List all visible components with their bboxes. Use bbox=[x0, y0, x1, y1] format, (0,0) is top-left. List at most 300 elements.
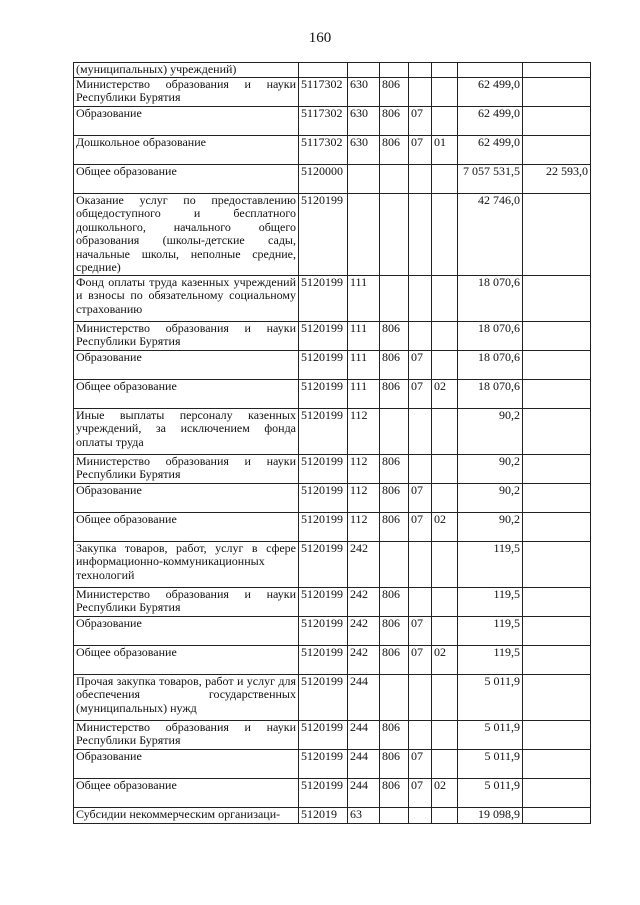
row-name bbox=[74, 77, 299, 106]
row-expense-type-text: 112 bbox=[350, 454, 368, 468]
row-target-code-text: 5117302 bbox=[301, 135, 343, 149]
row-ministry-code bbox=[380, 483, 409, 512]
row-name-text: Общее образование bbox=[76, 512, 177, 526]
row-ministry-code-text: 806 bbox=[382, 749, 400, 763]
row-name bbox=[74, 63, 299, 78]
row-name-text: Министерство образования и науки Республики Бурятия bbox=[76, 720, 296, 747]
row-target-code bbox=[299, 350, 348, 379]
row-section bbox=[409, 77, 432, 106]
row-amount-text: 90,2 bbox=[499, 454, 520, 468]
row-target-code-text: 5120199 bbox=[301, 275, 343, 289]
row-expense-type bbox=[348, 512, 380, 541]
row-name-text: Иные выплаты персоналу казенных учреждений, за исключением фонда оплаты труда bbox=[76, 408, 296, 449]
row-name-text: Министерство образования и науки Республики Бурятия bbox=[76, 77, 296, 104]
row-amount bbox=[458, 778, 523, 807]
row-name bbox=[74, 135, 299, 164]
row-amount-text: 18 070,6 bbox=[478, 379, 520, 393]
table-row bbox=[74, 674, 591, 720]
row-amount bbox=[458, 350, 523, 379]
row-amount bbox=[458, 645, 523, 674]
row-target-code bbox=[299, 321, 348, 350]
row-amount-extra bbox=[523, 135, 591, 164]
row-expense-type bbox=[348, 541, 380, 587]
row-target-code bbox=[299, 408, 348, 454]
row-expense-type bbox=[348, 63, 380, 78]
row-target-code-text: 5120199 bbox=[301, 778, 343, 792]
row-target-code bbox=[299, 512, 348, 541]
row-amount-text: 19 098,9 bbox=[478, 807, 520, 821]
row-target-code bbox=[299, 275, 348, 321]
row-target-code-text: 5120199 bbox=[301, 454, 343, 468]
row-name bbox=[74, 541, 299, 587]
row-ministry-code bbox=[380, 408, 409, 454]
row-ministry-code bbox=[380, 541, 409, 587]
row-ministry-code bbox=[380, 164, 409, 193]
row-subsection-text: 01 bbox=[434, 135, 446, 149]
row-section bbox=[409, 321, 432, 350]
row-expense-type bbox=[348, 483, 380, 512]
row-amount bbox=[458, 720, 523, 749]
row-name-text: Прочая закупка товаров, работ и услуг для обеспечения государственных (муниципальных) нужд bbox=[76, 674, 296, 715]
row-amount-text: 119,5 bbox=[493, 587, 520, 601]
row-amount-text: 62 499,0 bbox=[478, 135, 520, 149]
row-name bbox=[74, 408, 299, 454]
row-expense-type-text: 244 bbox=[350, 778, 368, 792]
row-amount-extra bbox=[523, 106, 591, 135]
row-section-text: 07 bbox=[411, 135, 423, 149]
table-row bbox=[74, 275, 591, 321]
table-row bbox=[74, 720, 591, 749]
row-section-text: 07 bbox=[411, 778, 423, 792]
row-amount bbox=[458, 807, 523, 823]
row-expense-type bbox=[348, 350, 380, 379]
row-subsection bbox=[432, 164, 458, 193]
row-amount-extra bbox=[523, 541, 591, 587]
row-subsection-text: 02 bbox=[434, 645, 446, 659]
row-amount-text: 5 011,9 bbox=[484, 749, 520, 763]
row-ministry-code-text: 806 bbox=[382, 645, 400, 659]
row-amount-extra bbox=[523, 350, 591, 379]
row-expense-type-text: 244 bbox=[350, 720, 368, 734]
row-subsection bbox=[432, 106, 458, 135]
row-ministry-code bbox=[380, 720, 409, 749]
row-target-code bbox=[299, 106, 348, 135]
row-target-code bbox=[299, 483, 348, 512]
row-target-code bbox=[299, 674, 348, 720]
row-expense-type-text: 630 bbox=[350, 106, 368, 120]
row-name bbox=[74, 674, 299, 720]
row-subsection bbox=[432, 512, 458, 541]
row-target-code-text: 5120199 bbox=[301, 408, 343, 422]
row-section bbox=[409, 164, 432, 193]
row-expense-type bbox=[348, 275, 380, 321]
row-expense-type-text: 630 bbox=[350, 77, 368, 91]
table-row bbox=[74, 645, 591, 674]
row-expense-type bbox=[348, 749, 380, 778]
row-ministry-code-text: 806 bbox=[382, 106, 400, 120]
row-target-code-text: 5120199 bbox=[301, 587, 343, 601]
row-target-code bbox=[299, 164, 348, 193]
row-name-text: Субсидии некоммерческим организаци- bbox=[76, 807, 281, 821]
row-name bbox=[74, 483, 299, 512]
row-subsection bbox=[432, 483, 458, 512]
row-target-code bbox=[299, 778, 348, 807]
row-name bbox=[74, 454, 299, 483]
row-section-text: 07 bbox=[411, 483, 423, 497]
row-target-code bbox=[299, 379, 348, 408]
row-amount-extra bbox=[523, 778, 591, 807]
row-expense-type bbox=[348, 164, 380, 193]
row-ministry-code bbox=[380, 193, 409, 275]
row-amount-text: 119,5 bbox=[493, 645, 520, 659]
row-amount-extra bbox=[523, 63, 591, 78]
row-expense-type-text: 244 bbox=[350, 749, 368, 763]
row-section bbox=[409, 749, 432, 778]
table-row bbox=[74, 616, 591, 645]
row-amount bbox=[458, 483, 523, 512]
row-subsection bbox=[432, 616, 458, 645]
row-name bbox=[74, 587, 299, 616]
row-name-text: Оказание услуг по предоставлению общедоступного и бесплатного дошкольного, начального общего образования (школы-детские сады, начальные школы, неполные средние, средние) bbox=[76, 193, 296, 274]
row-amount bbox=[458, 749, 523, 778]
row-expense-type bbox=[348, 645, 380, 674]
row-amount bbox=[458, 512, 523, 541]
row-name bbox=[74, 193, 299, 275]
table-row bbox=[74, 193, 591, 275]
row-target-code-text: 5120199 bbox=[301, 749, 343, 763]
row-name bbox=[74, 778, 299, 807]
row-expense-type-text: 112 bbox=[350, 512, 368, 526]
row-target-code bbox=[299, 616, 348, 645]
row-section-text: 07 bbox=[411, 512, 423, 526]
row-target-code bbox=[299, 749, 348, 778]
row-name-text: Образование bbox=[76, 483, 142, 497]
row-amount-extra bbox=[523, 77, 591, 106]
row-name bbox=[74, 350, 299, 379]
row-ministry-code bbox=[380, 645, 409, 674]
table-row bbox=[74, 587, 591, 616]
row-ministry-code-text: 806 bbox=[382, 587, 400, 601]
row-section bbox=[409, 720, 432, 749]
table-row bbox=[74, 454, 591, 483]
row-name-text: Образование bbox=[76, 616, 142, 630]
row-section bbox=[409, 541, 432, 587]
row-target-code-text: 5120199 bbox=[301, 321, 343, 335]
row-section bbox=[409, 454, 432, 483]
row-expense-type-text: 112 bbox=[350, 408, 368, 422]
row-ministry-code-text: 806 bbox=[382, 778, 400, 792]
row-amount-text: 7 057 531,5 bbox=[463, 164, 520, 178]
row-subsection bbox=[432, 720, 458, 749]
row-expense-type-text: 112 bbox=[350, 483, 368, 497]
row-amount-extra-text: 22 593,0 bbox=[546, 164, 588, 178]
row-section bbox=[409, 778, 432, 807]
row-expense-type-text: 111 bbox=[350, 321, 368, 335]
row-subsection bbox=[432, 135, 458, 164]
row-subsection bbox=[432, 77, 458, 106]
row-amount-text: 90,2 bbox=[499, 483, 520, 497]
row-subsection-text: 02 bbox=[434, 379, 446, 393]
table-row bbox=[74, 778, 591, 807]
row-subsection bbox=[432, 275, 458, 321]
row-target-code-text: 5120199 bbox=[301, 483, 343, 497]
row-amount bbox=[458, 587, 523, 616]
row-section-text: 07 bbox=[411, 379, 423, 393]
row-subsection-text: 02 bbox=[434, 778, 446, 792]
row-amount-text: 90,2 bbox=[499, 512, 520, 526]
row-name bbox=[74, 807, 299, 823]
row-section-text: 07 bbox=[411, 749, 423, 763]
row-amount-extra bbox=[523, 645, 591, 674]
row-ministry-code bbox=[380, 350, 409, 379]
row-amount bbox=[458, 321, 523, 350]
row-name-text: Общее образование bbox=[76, 645, 177, 659]
row-amount-extra bbox=[523, 193, 591, 275]
row-ministry-code-text: 806 bbox=[382, 512, 400, 526]
row-target-code bbox=[299, 541, 348, 587]
row-expense-type-text: 242 bbox=[350, 645, 368, 659]
table-row bbox=[74, 807, 591, 823]
row-section bbox=[409, 616, 432, 645]
row-name bbox=[74, 645, 299, 674]
row-target-code-text: 5120199 bbox=[301, 193, 343, 207]
row-target-code-text: 5120199 bbox=[301, 616, 343, 630]
row-ministry-code bbox=[380, 674, 409, 720]
row-subsection bbox=[432, 408, 458, 454]
row-amount bbox=[458, 541, 523, 587]
row-section bbox=[409, 408, 432, 454]
row-expense-type-text: 242 bbox=[350, 587, 368, 601]
row-target-code-text: 5117302 bbox=[301, 106, 343, 120]
row-amount-text: 119,5 bbox=[493, 616, 520, 630]
row-ministry-code-text: 806 bbox=[382, 135, 400, 149]
row-name bbox=[74, 164, 299, 193]
row-ministry-code bbox=[380, 106, 409, 135]
row-expense-type bbox=[348, 106, 380, 135]
row-expense-type-text: 111 bbox=[350, 275, 368, 289]
row-amount-text: 62 499,0 bbox=[478, 77, 520, 91]
row-name-text: Общее образование bbox=[76, 164, 177, 178]
row-ministry-code-text: 806 bbox=[382, 379, 400, 393]
table-row bbox=[74, 164, 591, 193]
row-amount bbox=[458, 408, 523, 454]
row-ministry-code bbox=[380, 63, 409, 78]
row-section bbox=[409, 350, 432, 379]
budget-table-body bbox=[74, 63, 591, 824]
row-expense-type-text: 244 bbox=[350, 674, 368, 688]
row-subsection bbox=[432, 645, 458, 674]
row-expense-type bbox=[348, 720, 380, 749]
row-section bbox=[409, 275, 432, 321]
table-row bbox=[74, 321, 591, 350]
row-amount-text: 62 499,0 bbox=[478, 106, 520, 120]
row-target-code bbox=[299, 193, 348, 275]
row-section bbox=[409, 193, 432, 275]
row-target-code bbox=[299, 645, 348, 674]
row-expense-type bbox=[348, 135, 380, 164]
row-name-text: Фонд оплаты труда казенных учреждений и взносы по обязательному социальному страхованию bbox=[76, 275, 296, 316]
row-name bbox=[74, 720, 299, 749]
row-target-code bbox=[299, 135, 348, 164]
row-target-code-text: 5120199 bbox=[301, 512, 343, 526]
row-subsection bbox=[432, 379, 458, 408]
row-expense-type-text: 242 bbox=[350, 616, 368, 630]
row-expense-type-text: 111 bbox=[350, 350, 368, 364]
row-ministry-code bbox=[380, 77, 409, 106]
row-amount-extra bbox=[523, 408, 591, 454]
row-name-text: Общее образование bbox=[76, 379, 177, 393]
row-section-text: 07 bbox=[411, 616, 423, 630]
row-amount-extra bbox=[523, 587, 591, 616]
row-name-text: Образование bbox=[76, 749, 142, 763]
row-ministry-code bbox=[380, 778, 409, 807]
row-subsection bbox=[432, 587, 458, 616]
row-amount-extra bbox=[523, 379, 591, 408]
row-section bbox=[409, 379, 432, 408]
row-expense-type bbox=[348, 77, 380, 106]
row-expense-type bbox=[348, 454, 380, 483]
row-name bbox=[74, 275, 299, 321]
row-ministry-code bbox=[380, 275, 409, 321]
row-name-text: Закупка товаров, работ, услуг в сфере информационно-коммуникационных технологий bbox=[76, 541, 296, 582]
row-amount bbox=[458, 106, 523, 135]
row-section bbox=[409, 645, 432, 674]
row-ministry-code bbox=[380, 454, 409, 483]
row-target-code bbox=[299, 77, 348, 106]
row-name bbox=[74, 616, 299, 645]
row-name bbox=[74, 379, 299, 408]
row-amount bbox=[458, 616, 523, 645]
row-subsection bbox=[432, 778, 458, 807]
row-subsection bbox=[432, 454, 458, 483]
row-expense-type-text: 63 bbox=[350, 807, 362, 821]
row-amount bbox=[458, 275, 523, 321]
row-expense-type bbox=[348, 587, 380, 616]
table-row bbox=[74, 350, 591, 379]
row-target-code-text: 512019 bbox=[301, 807, 337, 821]
row-amount-extra bbox=[523, 807, 591, 823]
row-section bbox=[409, 135, 432, 164]
row-ministry-code bbox=[380, 749, 409, 778]
row-section bbox=[409, 63, 432, 78]
row-amount-extra bbox=[523, 275, 591, 321]
table-row bbox=[74, 749, 591, 778]
row-ministry-code bbox=[380, 379, 409, 408]
row-ministry-code-text: 806 bbox=[382, 483, 400, 497]
row-subsection bbox=[432, 674, 458, 720]
row-subsection bbox=[432, 321, 458, 350]
row-ministry-code-text: 806 bbox=[382, 350, 400, 364]
row-amount-extra bbox=[523, 674, 591, 720]
row-name-text: Министерство образования и науки Республики Бурятия bbox=[76, 454, 296, 481]
row-amount bbox=[458, 135, 523, 164]
row-amount bbox=[458, 63, 523, 78]
table-row bbox=[74, 541, 591, 587]
row-subsection bbox=[432, 193, 458, 275]
page-number: 160 bbox=[308, 30, 332, 46]
row-name-text: Образование bbox=[76, 350, 142, 364]
row-section bbox=[409, 807, 432, 823]
budget-table bbox=[73, 62, 591, 824]
row-name bbox=[74, 512, 299, 541]
table-row bbox=[74, 106, 591, 135]
row-amount-text: 5 011,9 bbox=[484, 674, 520, 688]
row-name-text: (муниципальных) учреждений) bbox=[76, 62, 237, 76]
row-amount bbox=[458, 193, 523, 275]
table-row bbox=[74, 408, 591, 454]
row-name bbox=[74, 749, 299, 778]
row-amount-text: 42 746,0 bbox=[478, 193, 520, 207]
row-amount-extra bbox=[523, 321, 591, 350]
row-subsection bbox=[432, 541, 458, 587]
row-ministry-code bbox=[380, 807, 409, 823]
row-name-text: Дошкольное образование bbox=[76, 135, 206, 149]
row-amount bbox=[458, 77, 523, 106]
row-target-code-text: 5120199 bbox=[301, 645, 343, 659]
row-section bbox=[409, 106, 432, 135]
row-target-code-text: 5120199 bbox=[301, 720, 343, 734]
row-expense-type-text: 630 bbox=[350, 135, 368, 149]
row-subsection bbox=[432, 350, 458, 379]
row-amount-extra bbox=[523, 164, 591, 193]
row-expense-type bbox=[348, 778, 380, 807]
row-expense-type bbox=[348, 193, 380, 275]
table-row bbox=[74, 63, 591, 78]
table-row bbox=[74, 512, 591, 541]
row-name-text: Министерство образования и науки Республики Бурятия bbox=[76, 587, 296, 614]
row-target-code bbox=[299, 454, 348, 483]
row-section bbox=[409, 512, 432, 541]
row-name-text: Общее образование bbox=[76, 778, 177, 792]
row-expense-type bbox=[348, 674, 380, 720]
row-section-text: 07 bbox=[411, 106, 423, 120]
row-amount bbox=[458, 164, 523, 193]
row-ministry-code bbox=[380, 587, 409, 616]
row-ministry-code bbox=[380, 616, 409, 645]
row-ministry-code-text: 806 bbox=[382, 77, 400, 91]
table-row bbox=[74, 135, 591, 164]
row-expense-type bbox=[348, 807, 380, 823]
row-target-code bbox=[299, 807, 348, 823]
row-target-code-text: 5120199 bbox=[301, 541, 343, 555]
table-row bbox=[74, 483, 591, 512]
row-amount-extra bbox=[523, 749, 591, 778]
row-target-code bbox=[299, 720, 348, 749]
row-name-text: Министерство образования и науки Республики Бурятия bbox=[76, 321, 296, 348]
row-section-text: 07 bbox=[411, 350, 423, 364]
row-expense-type bbox=[348, 616, 380, 645]
row-ministry-code bbox=[380, 321, 409, 350]
row-target-code-text: 5120199 bbox=[301, 674, 343, 688]
row-expense-type-text: 242 bbox=[350, 541, 368, 555]
row-target-code-text: 5120000 bbox=[301, 164, 343, 178]
row-amount bbox=[458, 454, 523, 483]
row-section-text: 07 bbox=[411, 645, 423, 659]
row-amount-text: 90,2 bbox=[499, 408, 520, 422]
row-ministry-code-text: 806 bbox=[382, 720, 400, 734]
row-amount-extra bbox=[523, 512, 591, 541]
row-target-code-text: 5120199 bbox=[301, 379, 343, 393]
row-section bbox=[409, 674, 432, 720]
table-row bbox=[74, 379, 591, 408]
row-target-code-text: 5120199 bbox=[301, 350, 343, 364]
row-amount-extra bbox=[523, 454, 591, 483]
row-ministry-code bbox=[380, 135, 409, 164]
row-amount-extra bbox=[523, 720, 591, 749]
row-ministry-code-text: 806 bbox=[382, 616, 400, 630]
row-expense-type bbox=[348, 379, 380, 408]
row-expense-type bbox=[348, 321, 380, 350]
